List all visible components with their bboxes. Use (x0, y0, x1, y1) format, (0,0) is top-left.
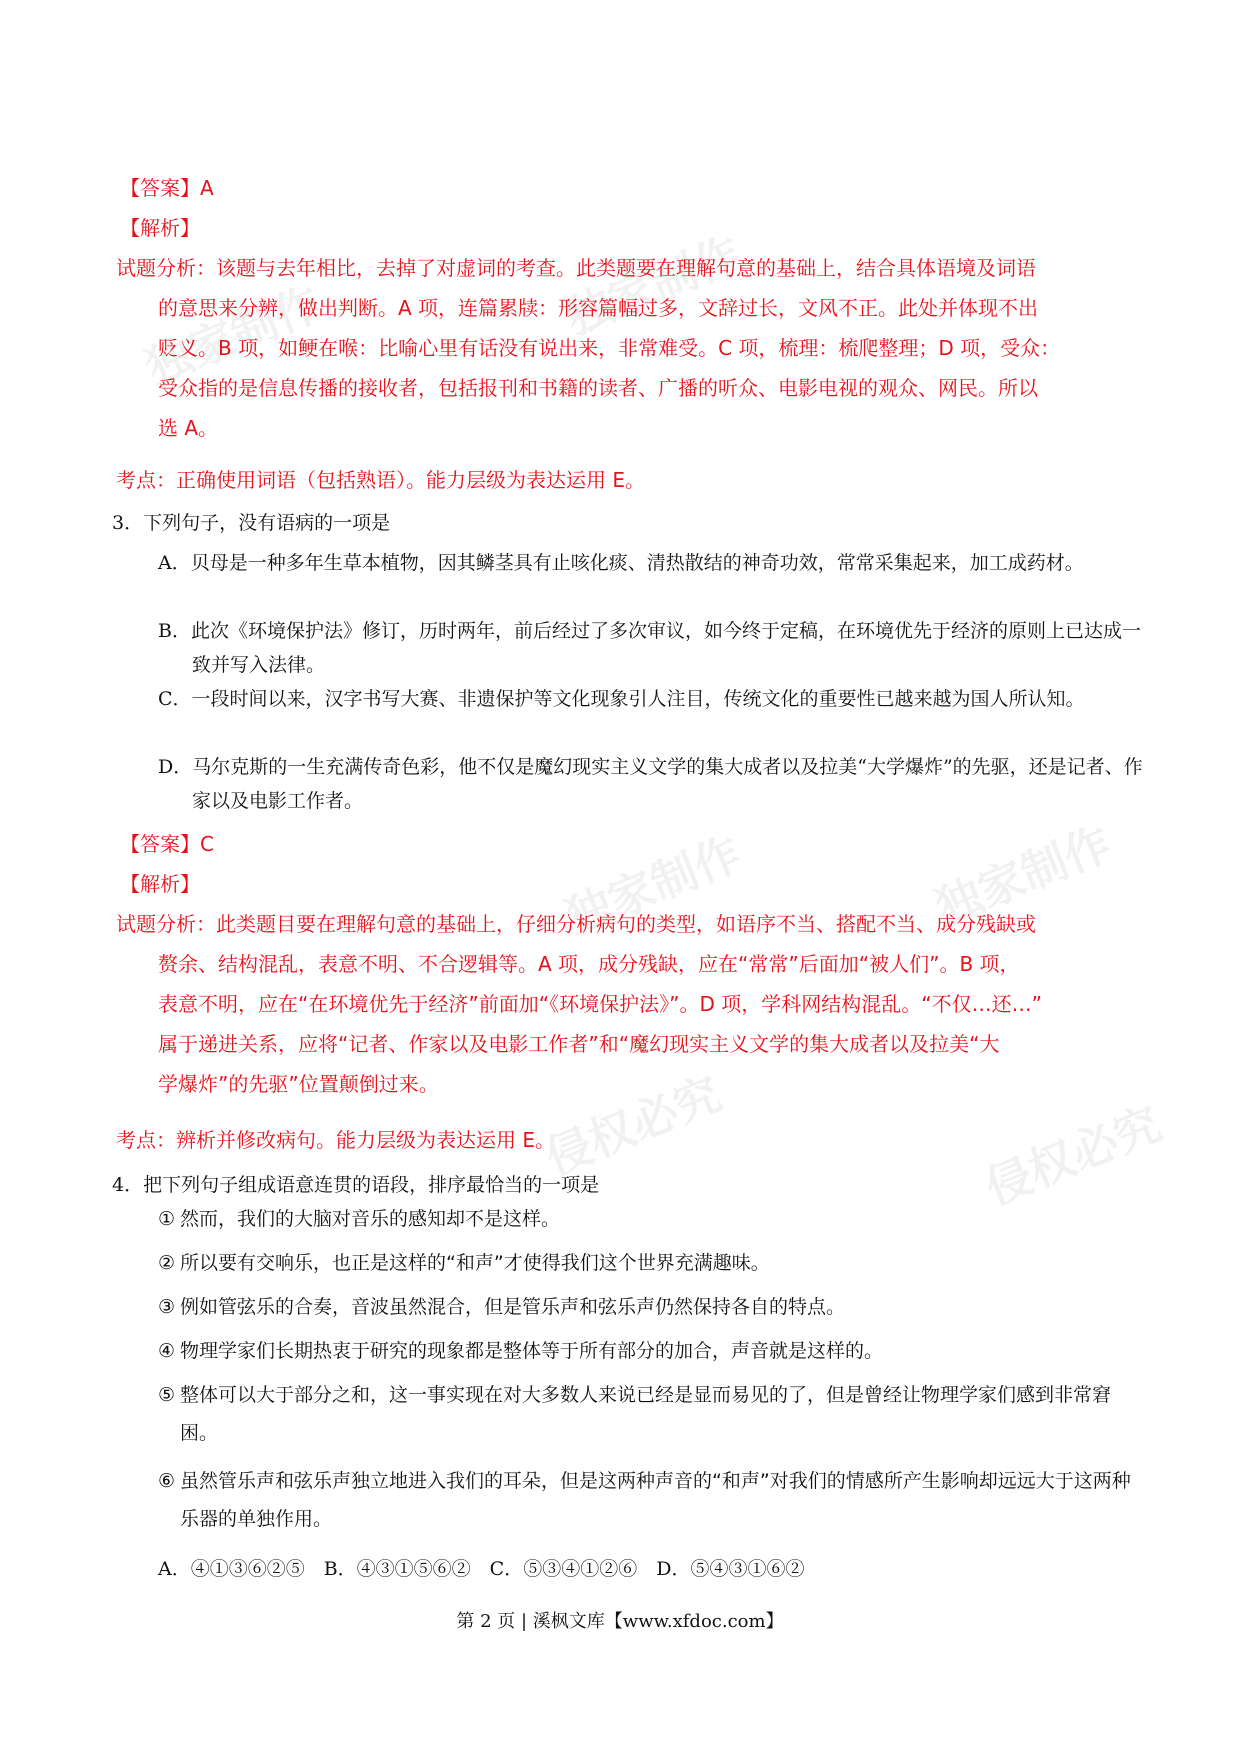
answer-label: 【答案】C (120, 832, 214, 856)
question-stem: 3．下列句子，没有语病的一项是 (112, 512, 391, 534)
question-stem: 4．把下列句子组成语意连贯的语段，排序最恰当的一项是 (112, 1174, 600, 1196)
sentence-item (158, 1332, 1148, 1370)
answer-label: 【答案】A (120, 176, 214, 200)
sentence-number: ② (158, 1252, 176, 1274)
sentence-number: ⑥ (158, 1470, 176, 1492)
analysis-line: 受众指的是信息传播的接收者，包括报刊和书籍的读者、广播的听众、电影电视的观众、网民。所以 (158, 376, 1038, 400)
analysis-line: 的意思来分辨，做出判断。A 项，连篇累牍：形容篇幅过多，文辞过长，文风不正。此处并体现不出 (158, 296, 1039, 320)
option-b: B．此次《环境保护法》修订，历时两年，前后经过了多次审议，如今终于定稿，在环境优先于经济的原则上已达成一致并写入法律。 (158, 620, 1141, 676)
analysis-line: 试题分析：该题与去年相比，去掉了对虚词的考查。此类题要在理解句意的基础上，结合具体语境及词语 (116, 256, 1036, 280)
watermark: 独家制作 (927, 816, 1119, 936)
sentence-number: ④ (158, 1340, 176, 1362)
analysis-text (116, 248, 1136, 448)
watermark: 侵权必究 (537, 1066, 729, 1186)
answer-choices: A．④①③⑥②⑤ B．④③①⑤⑥② C．⑤③④①②⑥ D．⑤④③①⑥② (158, 1558, 805, 1580)
option-d: D．马尔克斯的一生充满传奇色彩，他不仅是魔幻现实主义文学的集大成者以及拉美“大学爆炸”的先驱，还是记者、作家以及电影工作者。 (158, 756, 1143, 812)
analysis-line: 属于递进关系，应将“记者、作家以及电影工作者”和“魔幻现实主义文学的集大成者以及拉美“大 (158, 1032, 1000, 1056)
sentence-text: 物理学家们长期热衷于研究的现象都是整体等于所有部分的加合，声音就是这样的。 (180, 1340, 884, 1362)
analysis-line: 试题分析：此类题目要在理解句意的基础上，仔细分析病句的类型，如语序不当、搭配不当、成分残缺或 (116, 912, 1036, 936)
analysis-text (116, 904, 1136, 1104)
sentence-text: 整体可以大于部分之和，这一事实现在对大多数人来说已经是显而易见的了，但是曾经让物理学家们感到非常窘困。 (180, 1384, 1112, 1444)
watermark: 独家制作 (137, 276, 329, 396)
sentence-item (158, 1376, 1148, 1452)
watermark: 独家制作 (557, 826, 749, 946)
sentence-text: 所以要有交响乐，也正是这样的“和声”才使得我们这个世界充满趣味。 (180, 1252, 770, 1274)
kaodian: 考点：辨析并修改病句。能力层级为表达运用 E。 (116, 1128, 555, 1152)
sentence-item (158, 1200, 1148, 1238)
page-footer: 第 2 页 | 溪枫文库【www.xfdoc.com】 (456, 1611, 784, 1632)
watermark: 侵权必究 (977, 1096, 1169, 1216)
option-c: C．一段时间以来，汉字书写大赛、非遗保护等文化现象引人注目，传统文化的重要性已越来越为国人所认知。 (158, 688, 1085, 710)
analysis-line: 贬义。B 项，如鲠在喉：比喻心里有话没有说出来，非常难受。C 项，梳理：梳爬整理；D 项，受众： (158, 336, 1061, 360)
sentence-item (158, 1244, 1148, 1282)
analysis-label: 【解析】 (120, 872, 200, 896)
analysis-line: 学爆炸”的先驱”位置颠倒过来。 (158, 1072, 439, 1096)
analysis-label: 【解析】 (120, 216, 200, 240)
analysis-line: 表意不明，应在“在环境优先于经济”前面加“《环境保护法》”。D 项，学科网结构混乱。“不仅…还…” (158, 992, 1042, 1016)
analysis-line: 赘余、结构混乱，表意不明、不合逻辑等。A 项，成分残缺，应在“常常”后面加“被人们”。B 项， (158, 952, 1020, 976)
sentence-text: 然而，我们的大脑对音乐的感知却不是这样。 (180, 1208, 561, 1230)
kaodian: 考点：正确使用词语（包括熟语）。能力层级为表达运用 E。 (116, 468, 645, 492)
sentence-item (158, 1288, 1148, 1326)
sentence-number: ③ (158, 1296, 176, 1318)
watermark: 独家制作 (557, 226, 749, 346)
sentence-text: 虽然管乐声和弦乐声独立地进入我们的耳朵，但是这两种声音的“和声”对我们的情感所产生影响却远远大于这两种乐器的单独作用。 (180, 1470, 1131, 1530)
option-a: A．贝母是一种多年生草本植物，因其鳞茎具有止咳化痰、清热散结的神奇功效，常常采集起来，加工成药材。 (158, 552, 1084, 574)
sentence-text: 例如管弦乐的合奏，音波虽然混合，但是管乐声和弦乐声仍然保持各自的特点。 (180, 1296, 846, 1318)
sentence-number: ⑤ (158, 1384, 176, 1406)
sentence-number: ① (158, 1208, 176, 1230)
sentence-item (158, 1462, 1148, 1538)
analysis-line: 选 A。 (158, 416, 219, 440)
